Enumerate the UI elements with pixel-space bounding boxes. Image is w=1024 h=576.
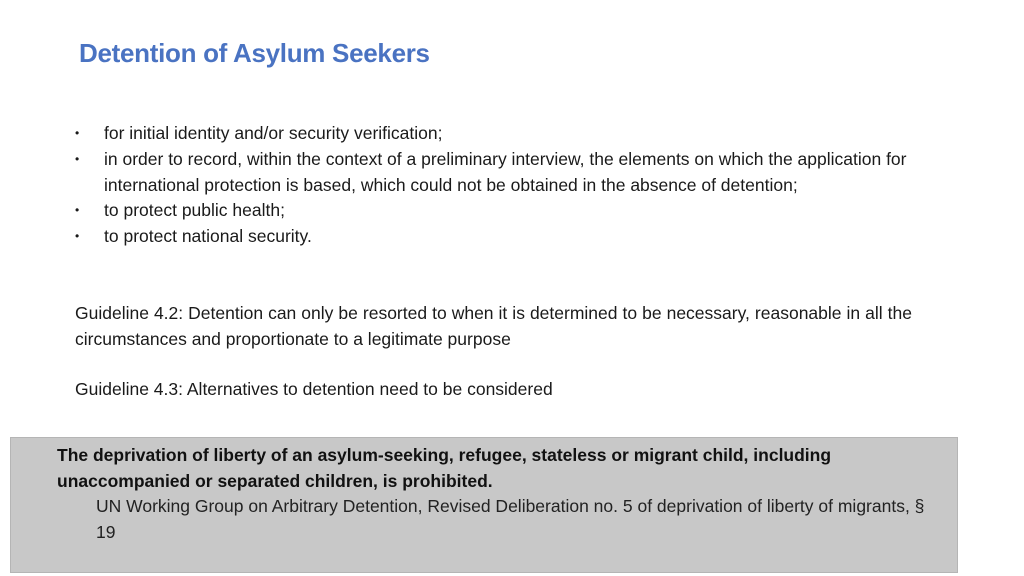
slide-title: Detention of Asylum Seekers (79, 38, 430, 68)
detention-grounds-list (75, 121, 912, 250)
list-item: • to protect public health; (75, 198, 912, 224)
list-item: • to protect national security. (75, 224, 912, 250)
quote-text: The deprivation of liberty of an asylum-seeking, refugee, stateless or migrant child, including unaccompanied or separated children, is prohibited. (57, 445, 832, 491)
list-item: • for initial identity and/or security verification; (75, 121, 912, 147)
quote-box (10, 437, 958, 573)
guideline-4-2: Guideline 4.2: Detention can only be resorted to when it is determined to be necessary, reasonable in all the circumstances and proportionate to a legitimate purpose (75, 303, 912, 349)
quote-citation: UN Working Group on Arbitrary Detention, Revised Deliberation no. 5 of deprivation of liberty of migrants, § 19 (96, 496, 925, 542)
guideline-4-3: Guideline 4.3: Alternatives to detention need to be considered (75, 379, 553, 399)
list-item: • in order to record, within the context of a preliminary interview, the elements on which the application for international protection is based, which could not be obtained in the absence of detention; (75, 147, 912, 199)
